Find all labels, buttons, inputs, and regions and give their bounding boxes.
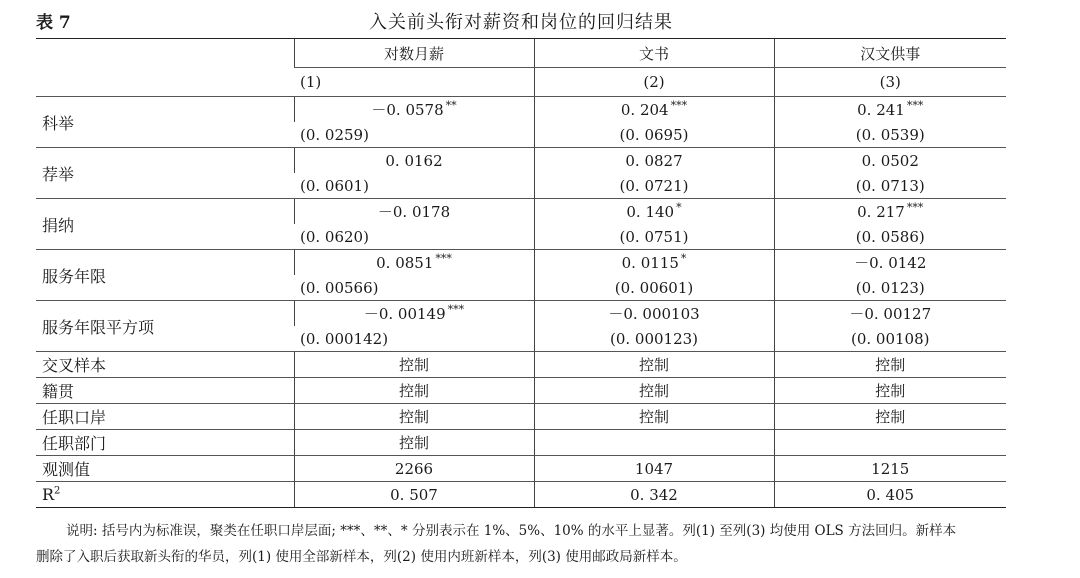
table-row — [36, 352, 1006, 378]
coef-value: 0. 0827 — [625, 151, 683, 170]
row-label: 籍贯 — [36, 378, 294, 404]
control-cell: 控制 — [774, 404, 1006, 430]
coef-cell — [294, 97, 534, 123]
std-error-cell: (0. 0751) — [534, 224, 774, 250]
coef-value: －0. 000103 — [608, 305, 700, 323]
significance-stars: *** — [435, 251, 452, 265]
control-cell — [534, 430, 774, 456]
coef-value: －0. 00149 — [363, 305, 446, 323]
notes-line-1: 说明: 括号内为标准误，聚类在任职口岸层面; ***、**、* 分别表示在 1%、5%、10% 的水平上显著。列(1) 至列(3) 均使用 OLS 方法回归。新样本 — [66, 523, 957, 539]
std-error-cell: (0. 0695) — [534, 122, 774, 148]
column-number: (1) — [294, 68, 534, 97]
std-error-cell: (0. 0713) — [774, 173, 1006, 199]
std-error-cell: (0. 0721) — [534, 173, 774, 199]
row-label: 交叉样本 — [36, 352, 294, 378]
coef-cell — [774, 250, 1006, 276]
table-row — [36, 250, 1006, 276]
table-row — [36, 404, 1006, 430]
coef-cell — [534, 301, 774, 327]
table-caption — [36, 6, 1006, 34]
coef-cell — [774, 301, 1006, 327]
row-label: 荐举 — [36, 148, 294, 199]
row-label: 任职部门 — [36, 430, 294, 456]
significance-stars: * — [680, 251, 687, 265]
row-label-text: R — [42, 485, 55, 504]
table-row — [36, 148, 1006, 174]
coef-cell — [294, 148, 534, 174]
row-label: 捐纳 — [36, 199, 294, 250]
significance-stars: *** — [670, 98, 688, 112]
std-error-cell: (0. 0539) — [774, 122, 1006, 148]
column-number: (3) — [774, 68, 1006, 97]
std-error-cell: (0. 0601) — [300, 176, 369, 195]
coef-cell — [294, 301, 534, 327]
std-error-cell: (0. 0620) — [300, 227, 369, 246]
significance-stars: * — [676, 200, 682, 214]
coef-cell — [774, 97, 1006, 123]
row-label: 任职口岸 — [36, 404, 294, 430]
coef-value: －0. 0178 — [377, 203, 451, 221]
header-empty-cell — [36, 39, 294, 97]
coef-value: 0. 0162 — [385, 151, 443, 170]
std-error-cell: (0. 0586) — [774, 224, 1006, 250]
row-label-text: 观测值 — [42, 460, 91, 479]
coef-cell — [534, 250, 774, 276]
table-row — [36, 378, 1006, 404]
control-cell: 控制 — [294, 378, 534, 404]
coef-value: －0. 0578 — [371, 101, 444, 119]
significance-stars: *** — [447, 303, 465, 316]
significance-stars: *** — [906, 98, 924, 112]
coef-cell — [774, 148, 1006, 174]
significance-stars: ** — [445, 99, 457, 112]
coef-cell — [534, 199, 774, 225]
std-error-cell: (0. 00108) — [774, 326, 1006, 352]
control-cell: 控制 — [774, 352, 1006, 378]
coef-value: 0. 0851 — [376, 253, 434, 272]
row-label — [36, 482, 294, 508]
row-label-superscript: 2 — [54, 485, 61, 497]
stat-cell: 1215 — [774, 456, 1006, 482]
control-cell: 控制 — [294, 430, 534, 456]
stat-cell: 0. 405 — [774, 482, 1006, 508]
coef-value: 0. 204 — [620, 100, 669, 119]
std-error-cell: (0. 000142) — [300, 329, 389, 348]
std-error-cell: (0. 0123) — [774, 275, 1006, 301]
notes-line-2: 删除了入职后获取新头衔的华员，列(1) 使用全部新样本，列(2) 使用内班新样本，列(3) 使用邮政局新样本。 — [36, 549, 687, 565]
control-cell: 控制 — [534, 352, 774, 378]
column-header: 对数月薪 — [294, 39, 534, 68]
significance-stars: *** — [906, 200, 924, 214]
stat-cell: 2266 — [294, 456, 534, 482]
coef-cell — [534, 148, 774, 174]
control-cell: 控制 — [534, 404, 774, 430]
coef-value: 0. 0115 — [621, 253, 679, 272]
stat-cell: 0. 507 — [294, 482, 534, 508]
std-error-cell: (0. 0259) — [300, 125, 369, 144]
table-notes — [36, 518, 1011, 570]
coef-value: 0. 217 — [857, 202, 905, 221]
coef-cell — [294, 199, 534, 225]
table-row — [36, 482, 1006, 508]
control-cell: 控制 — [534, 378, 774, 404]
regression-table — [36, 38, 1006, 508]
stat-cell: 0. 342 — [534, 482, 774, 508]
column-number: (2) — [534, 68, 774, 97]
row-label: 服务年限 — [36, 250, 294, 301]
control-cell: 控制 — [774, 378, 1006, 404]
row-label: 科举 — [42, 113, 75, 133]
row-label: 服务年限平方项 — [36, 301, 294, 352]
coef-cell — [534, 97, 774, 123]
stat-cell: 1047 — [534, 456, 774, 482]
coef-value: 0. 241 — [857, 100, 905, 119]
row-label — [36, 456, 294, 482]
std-error-cell: (0. 000123) — [534, 326, 774, 352]
table-row — [36, 430, 1006, 456]
table-row — [36, 301, 1006, 327]
column-header: 汉文供事 — [774, 39, 1006, 68]
table-row — [36, 97, 1006, 123]
coef-cell — [294, 250, 534, 276]
control-cell: 控制 — [294, 352, 534, 378]
table-row — [36, 456, 1006, 482]
coef-value: －0. 00127 — [849, 305, 932, 323]
coef-cell — [774, 199, 1006, 225]
coef-value: －0. 0142 — [854, 254, 927, 272]
coef-value: 0. 0502 — [861, 151, 919, 170]
column-header: 文书 — [534, 39, 774, 68]
std-error-cell: (0. 00601) — [534, 275, 774, 301]
table-row — [36, 199, 1006, 225]
table-title: 入关前头衔对薪资和岗位的回归结果 — [369, 12, 673, 33]
coef-value: 0. 140 — [626, 202, 675, 221]
control-cell: 控制 — [294, 404, 534, 430]
header-row-names — [36, 39, 1006, 68]
table-label: 表 7 — [36, 13, 71, 33]
std-error-cell: (0. 00566) — [300, 278, 379, 297]
control-cell — [774, 430, 1006, 456]
